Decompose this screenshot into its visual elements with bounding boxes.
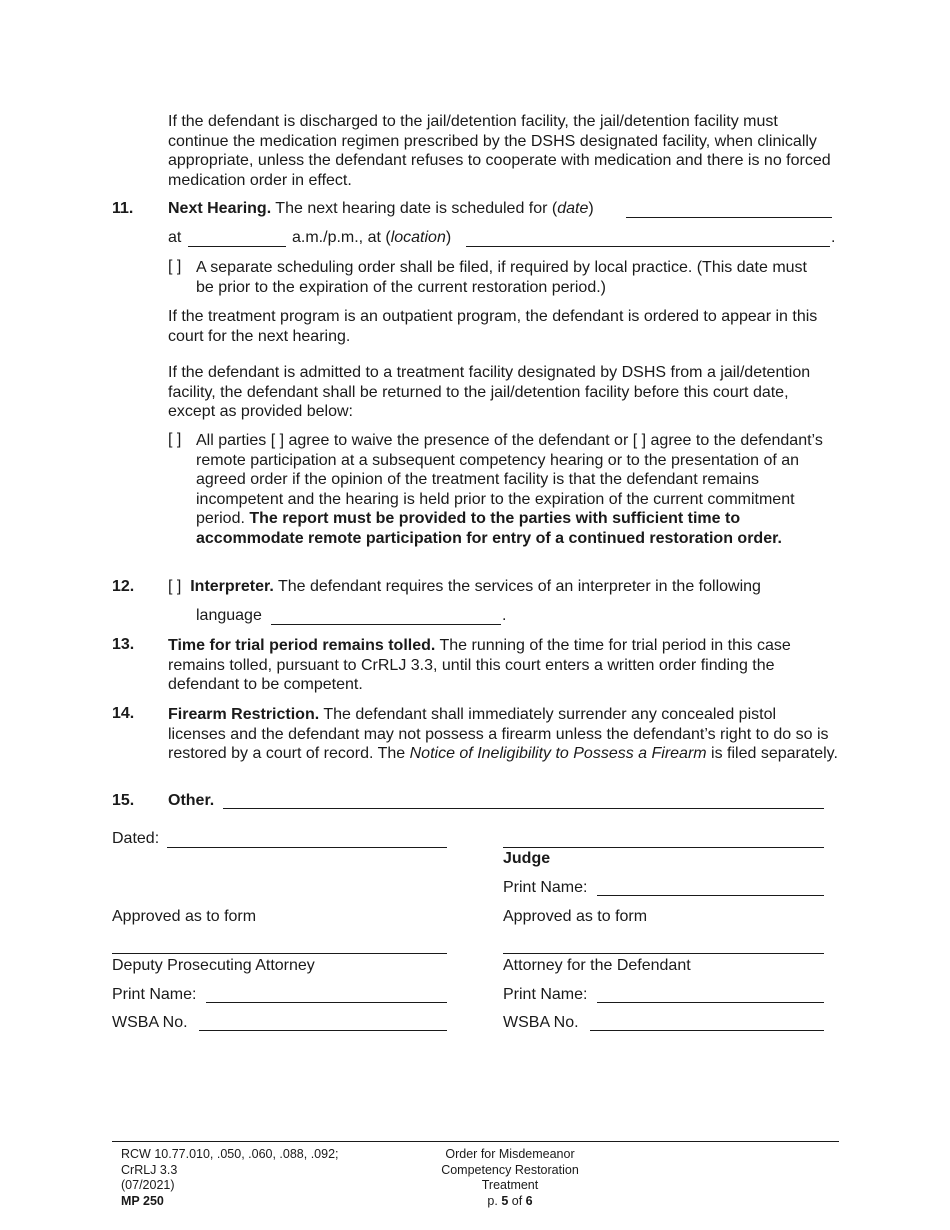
judge-print-name-field[interactable] [597, 895, 824, 896]
approved-right-label: Approved as to form [503, 908, 648, 925]
hearing-at-label: at [168, 229, 182, 246]
section-13-number: 13. [112, 636, 135, 653]
section-14-number: 14. [112, 705, 135, 722]
section-11-title: Next Hearing. [168, 200, 272, 217]
admitted-paragraph: If the defendant is admitted to a treatment facility designated by DSHS from a jail/detention facility, the defendant shall be returned to the jail/detention facility before this court date, except as provided below: [168, 364, 811, 421]
prosecutor-wsba-label: WSBA No. [112, 1014, 188, 1031]
judge-signature-line[interactable] [503, 847, 824, 848]
hearing-location-field[interactable] [466, 246, 830, 247]
scheduling-checkbox[interactable]: [ ] [168, 258, 182, 275]
other-field[interactable] [223, 808, 824, 809]
language-field[interactable] [271, 624, 501, 625]
section-12-heading: [ ] Interpreter. The defendant requires the services of an interpreter in the following [168, 578, 761, 595]
hearing-date-field[interactable] [626, 217, 832, 218]
dated-field[interactable] [167, 847, 447, 848]
all-parties-checkbox[interactable]: [ ] [168, 431, 182, 448]
prosecutor-signature-line[interactable] [112, 953, 447, 954]
section-11-number: 11. [112, 200, 134, 217]
defense-print-name-label: Print Name: [503, 986, 588, 1003]
defense-print-name-field[interactable] [597, 1002, 824, 1003]
footer-crrlj: CrRLJ 3.3 [121, 1162, 178, 1177]
judge-label: Judge [503, 850, 551, 867]
section-14-paragraph: Firearm Restriction. The defendant shall immediately surrender any concealed pistol licenses and the defendant may not possess a firearm unless the defendant’s right to do so is restored by a court of record. The Notice of Ineligibility to Possess a Firearm is filed separately. [168, 706, 838, 763]
section-11-heading: Next Hearing. The next hearing date is scheduled for (date) [168, 200, 594, 217]
language-period: . [502, 607, 507, 624]
footer-divider [112, 1141, 839, 1142]
remote-checkbox[interactable]: [ ] [632, 432, 647, 449]
location-period: . [831, 229, 836, 246]
defense-signature-line[interactable] [503, 953, 824, 954]
language-label: language [196, 607, 262, 624]
approved-left-label: Approved as to form [112, 908, 257, 925]
section-15-number: 15. [112, 792, 135, 809]
footer-rcw: RCW 10.77.010, .050, .060, .088, .092; [121, 1147, 339, 1161]
judge-print-name-label: Print Name: [503, 879, 588, 896]
page-number: p. 5 of 6 [487, 1193, 533, 1208]
footer-citations [121, 1147, 339, 1209]
interpreter-checkbox[interactable]: [ ] [168, 578, 182, 595]
prosecutor-wsba-field[interactable] [199, 1030, 447, 1031]
prosecutor-print-name-field[interactable] [206, 1002, 447, 1003]
hearing-location-label: a.m./p.m., at (location) [292, 229, 452, 246]
hearing-time-field[interactable] [188, 246, 286, 247]
footer-form-number: MP 250 [121, 1193, 164, 1208]
defense-wsba-field[interactable] [590, 1030, 824, 1031]
waive-checkbox[interactable]: [ ] [270, 432, 285, 449]
section-15-title: Other. [168, 792, 215, 809]
all-parties-paragraph: All parties [ ] agree to waive the presence of the defendant or [ ] agree to the defendant’s remote participation at a subsequent competency hearing or to the presentation of an agreed order if the opinion of the treatment facility is that the defendant remains incompetent and the hearing is held prior to the expiration of the current commitment period. The report must be provided to the parties with sufficient time to accommodate remote participation for entry of a continued restoration order. [196, 432, 823, 547]
section-12-number: 12. [112, 578, 135, 595]
intro-paragraph: If the defendant is discharged to the jail/detention facility, the jail/detention facility must continue the medication regimen prescribed by the DSHS designated facility, when clinically appropriate, unless the defendant refuses to cooperate with medication and there is no forced medication order in effect. [168, 113, 831, 189]
defense-wsba-label: WSBA No. [503, 1014, 579, 1031]
prosecutor-print-name-label: Print Name: [112, 986, 197, 1003]
scheduling-text: A separate scheduling order shall be filed, if required by local practice. (This date must be prior to the expiration of the current restoration period.) [196, 259, 807, 296]
deputy-prosecutor-label: Deputy Prosecuting Attorney [112, 957, 315, 974]
outpatient-paragraph: If the treatment program is an outpatient program, the defendant is ordered to appear in this court for the next hearing. [168, 308, 818, 345]
section-13-paragraph: Time for trial period remains tolled. The running of the time for trial period in this case remains tolled, pursuant to CrRLJ 3.3, until this court enters a written order finding the defendant to be competent. [168, 637, 791, 694]
defense-attorney-label: Attorney for the Defendant [503, 957, 691, 974]
footer-date: (07/2021) [121, 1178, 175, 1192]
dated-label: Dated: [112, 830, 160, 847]
footer-title: Order for Misdemeanor Competency Restoration Treatment p. 5 of 6 [410, 1147, 610, 1209]
